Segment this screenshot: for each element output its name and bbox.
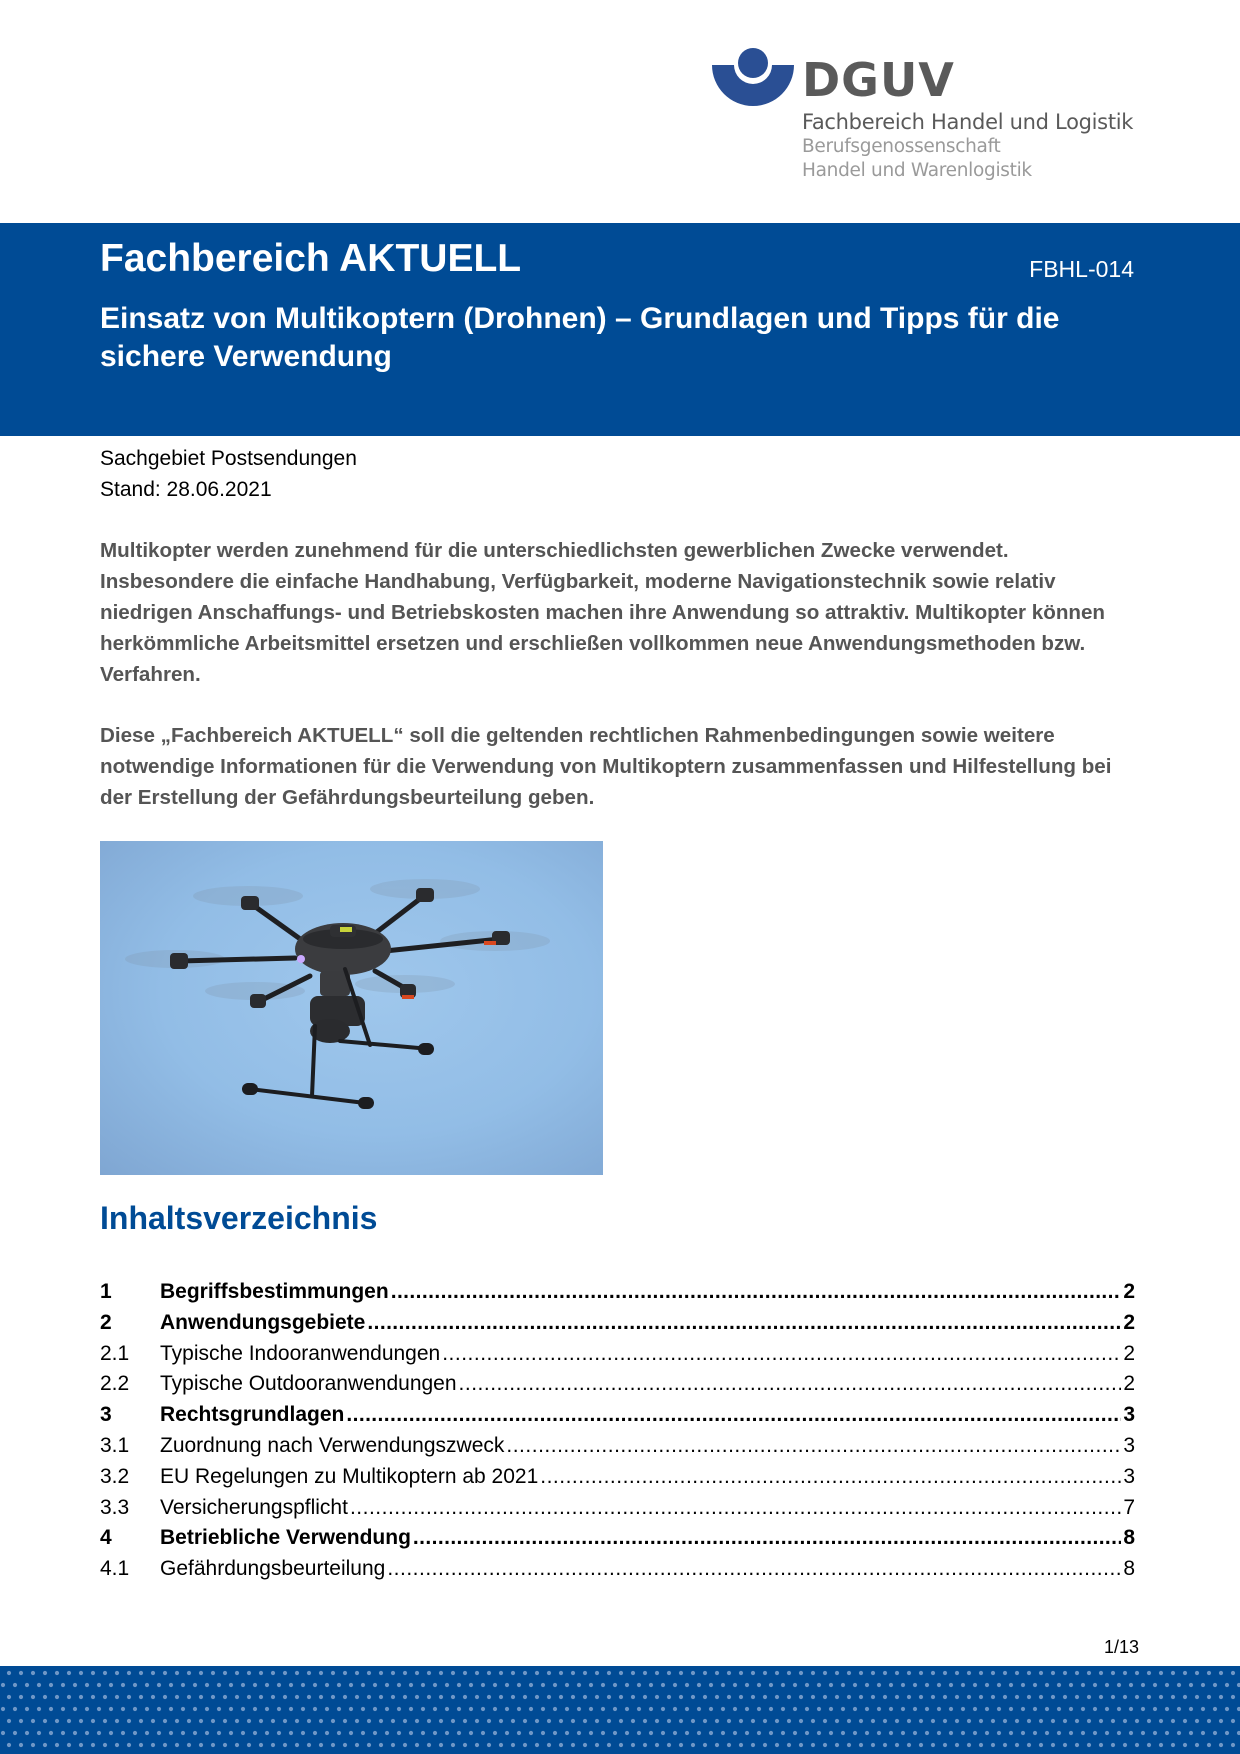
toc-entry-page: 8	[1123, 1557, 1135, 1581]
toc-entry-number: 4.1	[100, 1557, 130, 1581]
dguv-logo-symbol-icon	[712, 48, 794, 110]
toc-entry-label[interactable]: EU Regelungen zu Multikoptern ab 2021	[160, 1464, 539, 1488]
footer-band	[0, 1666, 1240, 1754]
toc-entry-label[interactable]: Anwendungsgebiete	[160, 1310, 366, 1334]
toc-entry[interactable]	[100, 1277, 1135, 1308]
document-title: Einsatz von Multikoptern (Drohnen) – Grundlagen und Tipps für die sichere Verwendung	[100, 302, 1060, 373]
document-code: FBHL-014	[1029, 256, 1134, 282]
toc-entry-number: 3	[100, 1403, 112, 1427]
toc-entry-page: 2	[1123, 1310, 1135, 1334]
toc-dot-leader	[391, 1277, 1122, 1308]
toc-dot-leader	[413, 1523, 1121, 1554]
intro-paragraph-2: Diese „Fachbereich AKTUELL“ soll die geltenden rechtlichen Rahmenbedingungen sowie weitere notwendige Informationen für die Verwendung von Multikoptern zusammenfassen und Hilfestellung bei der Erstellung der Gefährdungsbeurteilung geben.	[100, 724, 1112, 809]
toc-entry-page: 2	[1123, 1341, 1135, 1365]
toc-entry-label[interactable]: Begriffsbestimmungen	[160, 1280, 389, 1303]
toc-entry[interactable]	[100, 1400, 1135, 1431]
toc-entry-label[interactable]: Gefährdungsbeurteilung	[160, 1557, 386, 1581]
toc-dot-leader	[350, 1493, 1121, 1524]
toc-entry-page: 7	[1123, 1495, 1135, 1519]
toc-entry-page: 3	[1123, 1403, 1135, 1427]
logo-brand: DGUV	[802, 53, 955, 107]
subject-area: Sachgebiet Postsendungen	[100, 447, 357, 470]
toc-entry[interactable]	[100, 1369, 1135, 1400]
toc-entry-page: 8	[1123, 1526, 1135, 1550]
toc-entry-page: 3	[1123, 1433, 1135, 1457]
logo-org-line2: Handel und Warenlogistik	[802, 160, 1032, 181]
toc-entry-number: 2.2	[100, 1372, 130, 1396]
toc-dot-leader	[442, 1339, 1121, 1370]
toc-dot-leader	[540, 1462, 1121, 1493]
toc-entry-label[interactable]: Betriebliche Verwendung	[160, 1526, 411, 1550]
toc-entry[interactable]	[100, 1493, 1135, 1524]
toc-entry-number: 3.3	[100, 1495, 130, 1519]
drone-photo	[100, 841, 603, 1175]
toc-entry-number: 4	[100, 1526, 112, 1550]
toc-entry-number: 1	[100, 1280, 112, 1303]
toc-entry[interactable]	[100, 1431, 1135, 1462]
dot-pattern-icon	[0, 1666, 1240, 1754]
logo-org-line1: Berufsgenossenschaft	[802, 136, 1001, 157]
logo-department: Fachbereich Handel und Logistik	[802, 110, 1134, 134]
page-indicator: 1/13	[1103, 1637, 1139, 1657]
toc-entry-number: 3.1	[100, 1433, 130, 1457]
toc-entry[interactable]	[100, 1554, 1135, 1585]
intro-paragraph-1: Multikopter werden zunehmend für die unterschiedlichsten gewerblichen Zwecke verwendet. Insbesondere die einfache Handhabung, Verfügbarkeit, moderne Navigationstechnik sowie relativ niedrigen Anschaffungs- und Betriebskosten machen ihre Anwendung so attraktiv. Multikopter können herkömmliche Arbeitsmittel ersetzen und erschließen vollkommen neue Anwendungsmethoden bzw. Verfahren.	[100, 539, 1106, 686]
toc-entry[interactable]	[100, 1308, 1135, 1339]
toc-entry-label[interactable]: Versicherungspflicht	[160, 1495, 348, 1519]
toc-entry[interactable]	[100, 1523, 1135, 1554]
toc-entry-label[interactable]: Typische Indooranwendungen	[160, 1341, 441, 1365]
series-title: Fachbereich AKTUELL	[100, 237, 522, 280]
dguv-logo	[712, 48, 1132, 188]
toc-entry-number: 3.2	[100, 1464, 130, 1488]
toc-entry[interactable]	[100, 1339, 1135, 1370]
toc-entry-label[interactable]: Zuordnung nach Verwendungszweck	[160, 1433, 505, 1457]
toc-entry[interactable]	[100, 1462, 1135, 1493]
table-of-contents	[100, 1277, 1135, 1585]
toc-entry-page: 2	[1123, 1372, 1135, 1396]
document-meta	[100, 443, 357, 505]
toc-entry-label[interactable]: Rechtsgrundlagen	[160, 1403, 345, 1427]
toc-entry-label[interactable]: Typische Outdooranwendungen	[160, 1372, 457, 1396]
toc-entry-page: 2	[1123, 1280, 1135, 1303]
toc-dot-leader	[506, 1431, 1121, 1462]
toc-entry-number: 2.1	[100, 1341, 130, 1365]
document-date: Stand: 28.06.2021	[100, 478, 272, 501]
toc-dot-leader	[459, 1369, 1122, 1400]
toc-heading: Inhaltsverzeichnis	[100, 1200, 378, 1236]
toc-dot-leader	[346, 1400, 1121, 1431]
toc-entry-page: 3	[1123, 1464, 1135, 1488]
toc-entry-number: 2	[100, 1310, 112, 1334]
toc-dot-leader	[367, 1308, 1121, 1339]
toc-dot-leader	[387, 1554, 1121, 1585]
drone-illustration-icon	[100, 841, 603, 1175]
